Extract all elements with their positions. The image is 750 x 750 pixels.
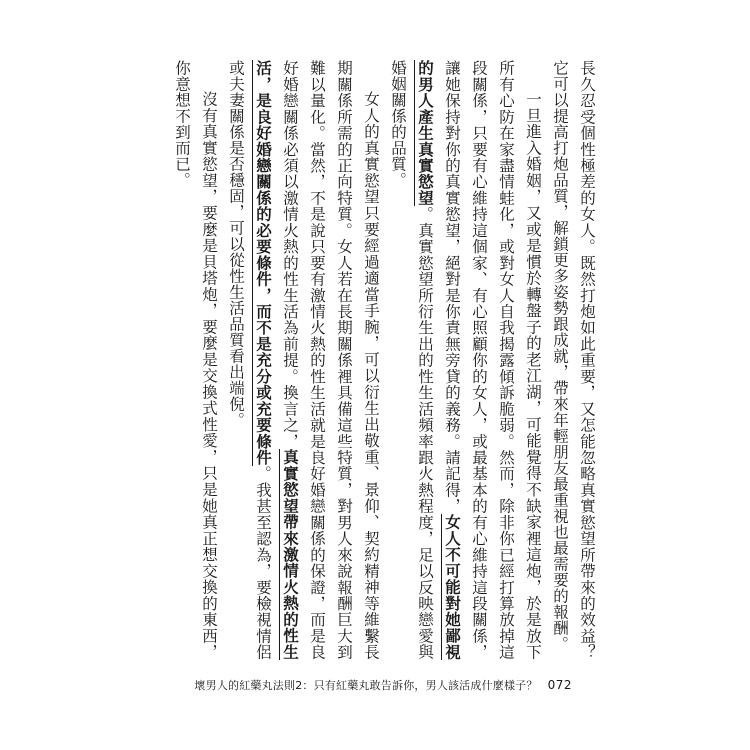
paragraph-1-text: 長久忍受個性極差的女人。既然打炮如此重要，又怎能忽略真實慾望所帶來的效益？它可以提高打炮品質，解鎖更多姿勢跟成就，帶來年輕朋友最重視也最需要的報酬。 bbox=[551, 60, 596, 660]
paragraph-2 bbox=[384, 60, 546, 660]
running-title: 壞男人的紅藥丸法則2：只有紅藥丸敢告訴你，男人該活成什麼樣子？ bbox=[194, 679, 538, 692]
paragraph-3-text-b: 。我甚至認為，要檢視情侶或夫妻關係是否穩固，可以從性生活品質看出端倪。 bbox=[227, 60, 272, 661]
page-number: 072 bbox=[547, 678, 572, 692]
paragraph-4 bbox=[168, 60, 222, 660]
paragraph-2-text-a: 一旦進入婚姻，又或是慣於轉盤子的老江湖，可能覺得不缺家裡這炮，於是放下所有心防在家盡情蛙化，或對女人自我揭露傾訴脆弱。然而，除非你已經打算放掉這段關係，只要有心維持這個家、有心照顧你的女人，或最基本的有心維持這段關係，讓她保持對你的真實慾望，絕對是你責無旁貸的義務。請記得， bbox=[443, 60, 542, 660]
paragraph-3 bbox=[222, 60, 384, 660]
paragraph-4-text: 沒有真實慾望，要麼是貝塔炮，要麼是交換式性愛，只是她真正想交換的東西，你意想不到而已。 bbox=[173, 60, 218, 660]
page-footer bbox=[194, 677, 572, 693]
paragraph-3-text-a: 女人的真實慾望只要經過適當手腕，可以衍生出敬重、景仰、契約精神等維繫長期關係所需的正向特質。女人若在長期關係裡具備這些特質，對男人來說報酬巨大到難以量化。當然，不是說只要有激情火熱的性生活就是良好婚戀關係的保證，而是良好婚戀關係必須以激情火熱的性生活為前提。換言之， bbox=[281, 60, 380, 660]
body-text bbox=[160, 60, 600, 660]
paragraph-2-text-b: 。真實慾望所衍生出的性生活頻率跟火熱程度，足以反映戀愛與婚姻關係的品質。 bbox=[389, 60, 434, 661]
paragraph-1 bbox=[546, 60, 600, 660]
emphasized-statement-2: 真實慾望帶來激情火熱的性生活，是良好婚戀關係的必要條件，而不是充分或充要條件 bbox=[254, 60, 299, 661]
emphasized-statement-1: 女人不可能對她鄙視的男人產生真實慾望 bbox=[416, 60, 461, 661]
